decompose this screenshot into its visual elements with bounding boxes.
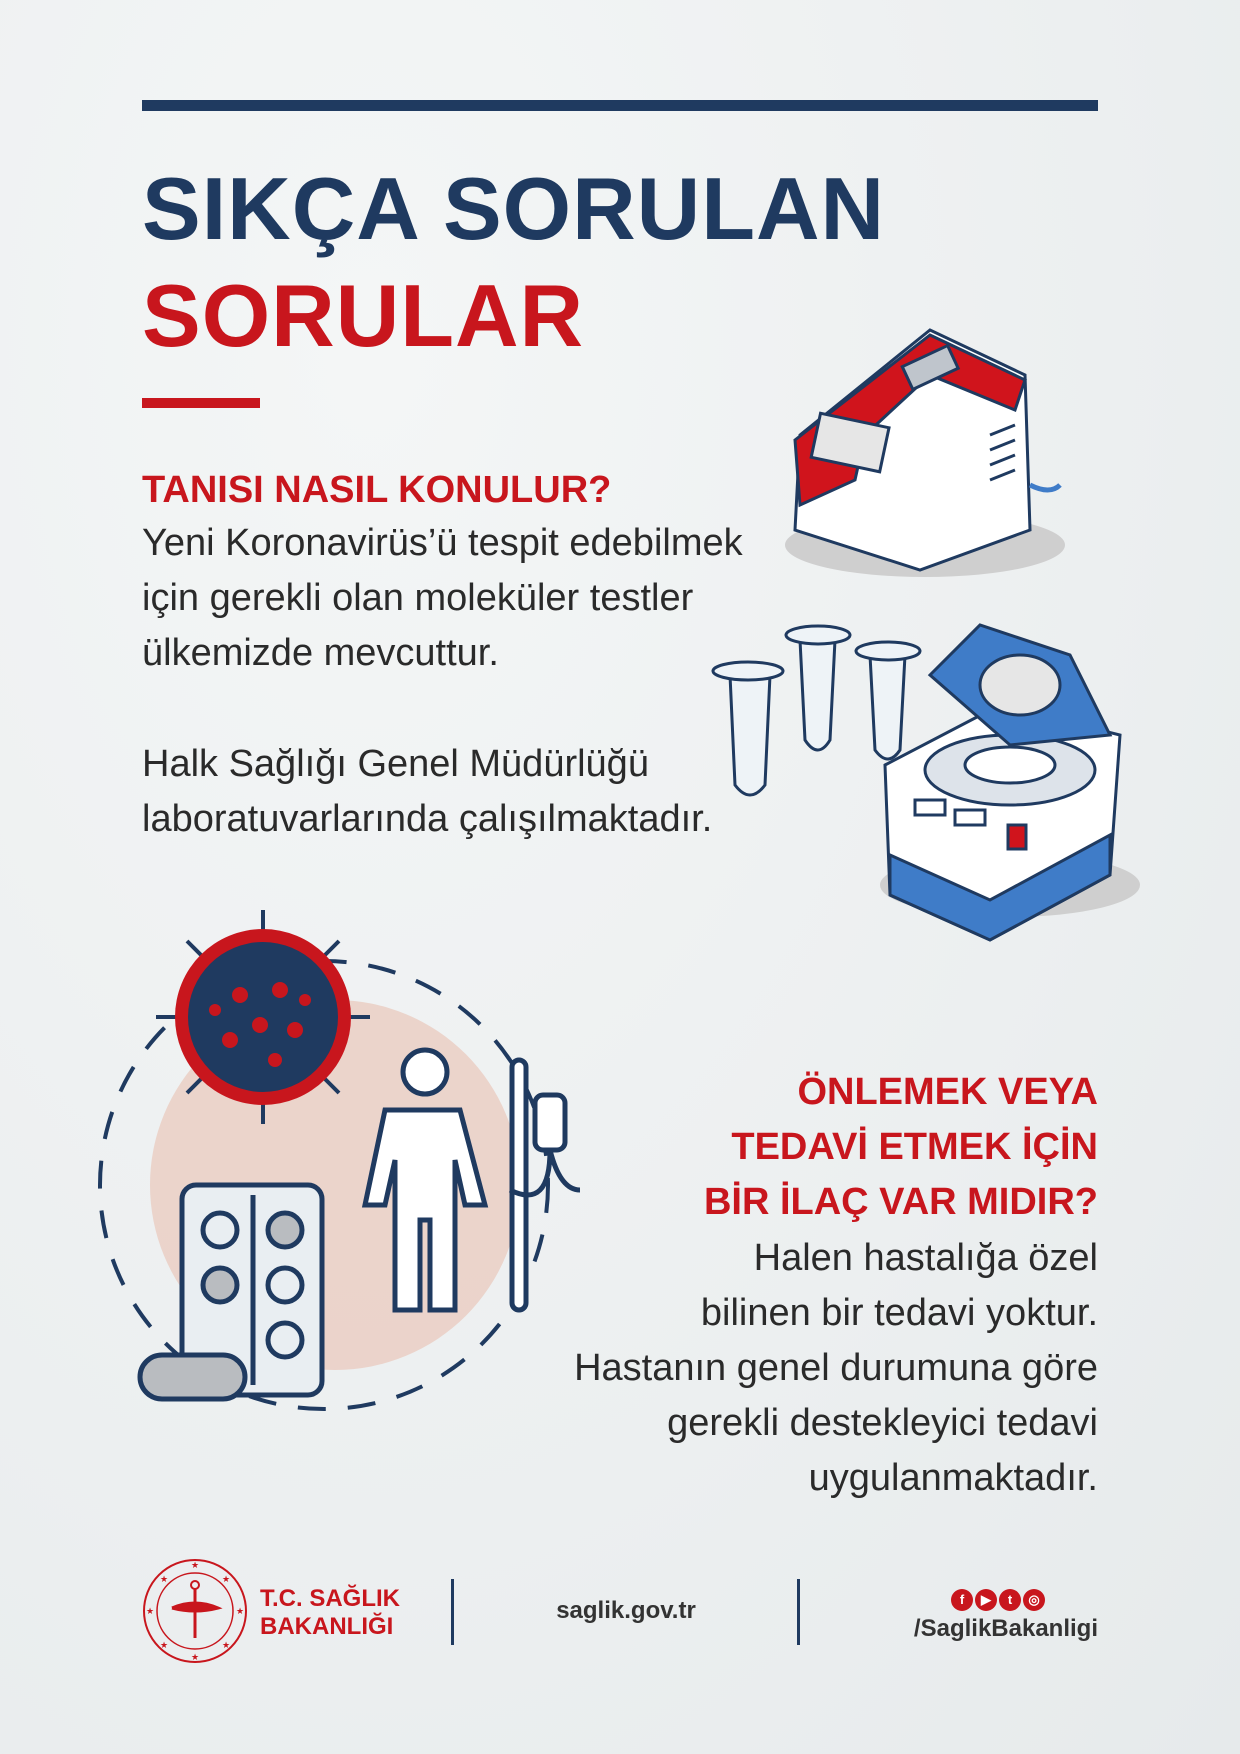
instagram-icon[interactable]: ◎	[1023, 1589, 1045, 1611]
question-treatment	[704, 1065, 1098, 1230]
text-line: BİR İLAÇ VAR MIDIR?	[703, 1181, 1098, 1223]
text-line: Hastanın genel durumuna göre	[574, 1347, 1098, 1389]
facebook-icon[interactable]: f	[951, 1589, 973, 1611]
top-rule	[142, 100, 1098, 111]
ministry-name-line: BAKANLIĞI	[260, 1613, 394, 1640]
svg-text:★: ★	[159, 1574, 169, 1584]
lab-equipment-illustration	[690, 315, 1160, 960]
svg-text:★: ★	[145, 1606, 155, 1616]
text-line: laboratuvarlarında çalışılmaktadır.	[142, 798, 713, 840]
question-diagnosis: TANISI NASIL KONULUR?	[142, 469, 612, 511]
text-line: Yeni Koronavirüs’ü tespit edebilmek	[142, 522, 743, 564]
footer-divider	[797, 1579, 800, 1645]
svg-text:★: ★	[221, 1640, 231, 1650]
social-icons	[950, 1589, 1046, 1611]
svg-text:★: ★	[235, 1606, 245, 1616]
ministry-name-line: T.C. SAĞLIK	[260, 1585, 401, 1612]
answer-treatment	[574, 1231, 1098, 1506]
text-line: Halk Sağlığı Genel Müdürlüğü	[142, 743, 649, 785]
pcr-machine-icon	[785, 330, 1065, 577]
text-line: TEDAVİ ETMEK İÇİN	[731, 1126, 1098, 1168]
text-line: uygulanmaktadır.	[808, 1457, 1098, 1499]
footer-divider	[451, 1579, 454, 1645]
virus-icon	[156, 910, 370, 1124]
youtube-icon[interactable]: ▶	[975, 1589, 997, 1611]
text-line: için gerekli olan moleküler testler	[142, 577, 694, 619]
svg-text:★: ★	[221, 1574, 231, 1584]
iv-drip-icon	[510, 1060, 580, 1310]
accent-rule	[142, 398, 260, 408]
page-title-line1: SIKÇA SORULAN	[142, 159, 886, 258]
website-link[interactable]: saglik.gov.tr	[556, 1597, 696, 1624]
centrifuge-icon	[880, 625, 1140, 940]
treatment-illustration	[90, 900, 610, 1430]
svg-text:★: ★	[190, 1652, 200, 1662]
twitter-icon[interactable]: t	[999, 1589, 1021, 1611]
text-line: bilinen bir tedavi yoktur.	[700, 1292, 1098, 1334]
svg-text:★: ★	[190, 1560, 200, 1570]
text-line: Halen hastalığa özel	[753, 1237, 1098, 1279]
answer-diagnosis-para1	[142, 516, 743, 681]
text-line: ÖNLEMEK VEYA	[797, 1071, 1098, 1113]
page-title-line2: SORULAR	[142, 266, 585, 365]
text-line: ülkemizde mevcuttur.	[142, 632, 499, 674]
ministry-name	[260, 1585, 400, 1641]
social-handle[interactable]: /SaglikBakanligi	[913, 1615, 1098, 1642]
text-line: gerekli destekleyici tedavi	[667, 1402, 1098, 1444]
svg-text:★: ★	[159, 1640, 169, 1650]
ministry-logo	[142, 1558, 248, 1664]
answer-diagnosis-para2	[142, 737, 712, 847]
